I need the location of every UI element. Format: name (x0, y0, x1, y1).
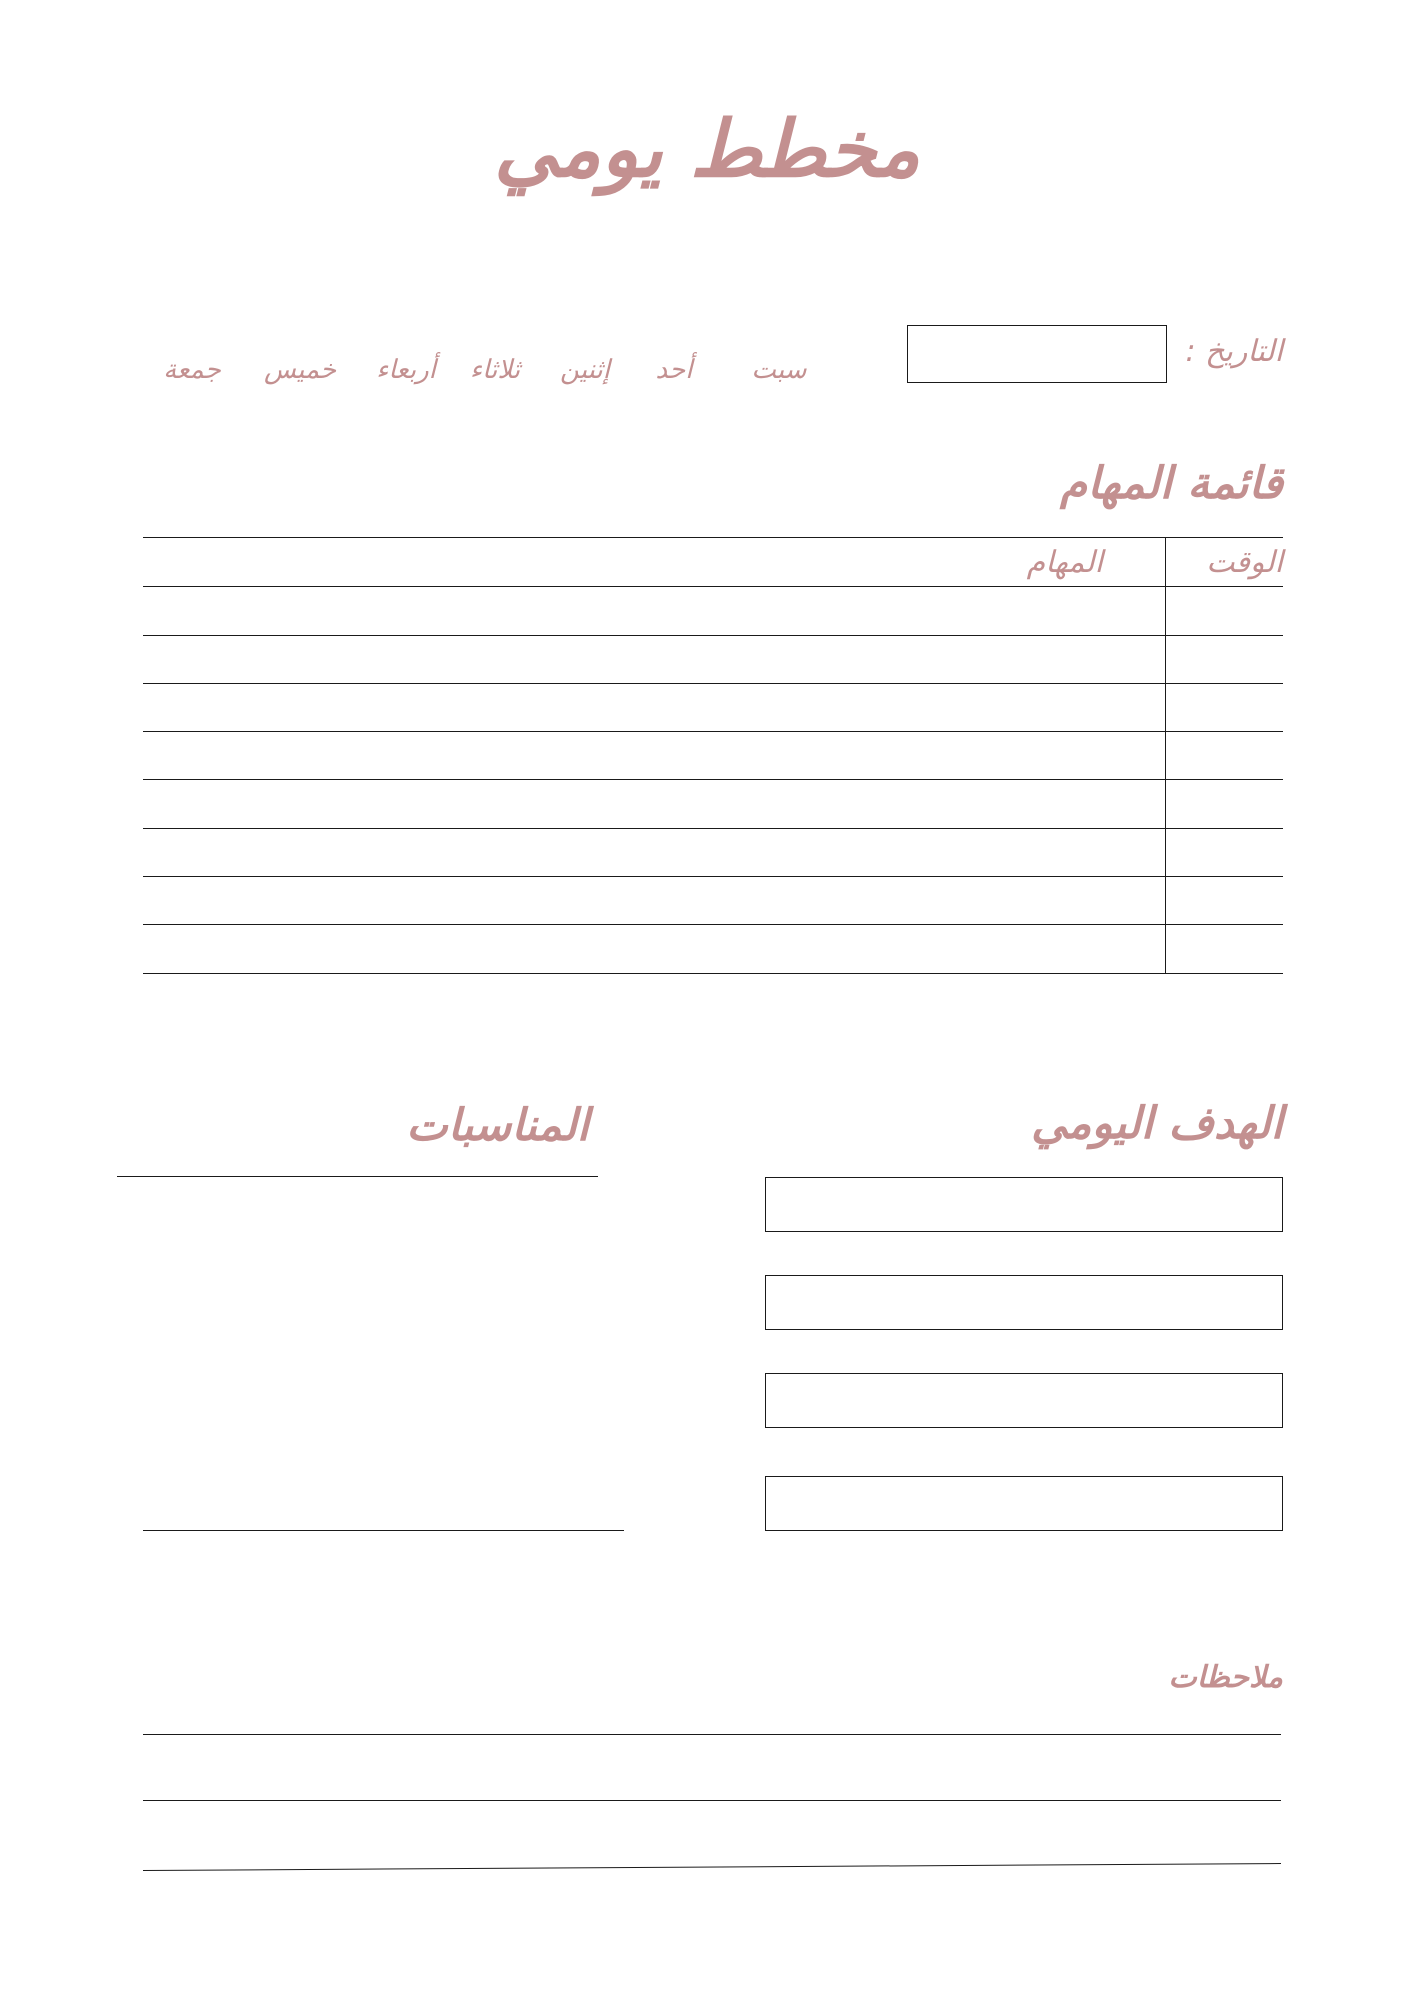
tasks-heading: قائمة المهام (1059, 458, 1283, 509)
table-row[interactable] (143, 635, 1283, 636)
daily-goal-heading: الهدف اليومي (1031, 1098, 1283, 1149)
table-row[interactable] (143, 973, 1283, 974)
day-friday[interactable]: جمعة (163, 355, 221, 385)
goal-field-2[interactable] (765, 1275, 1283, 1330)
table-row[interactable] (143, 828, 1283, 829)
occasions-top-rule (117, 1176, 598, 1177)
table-rule (143, 537, 1283, 538)
table-row[interactable] (143, 731, 1283, 732)
notes-line[interactable] (143, 1734, 1281, 1735)
goal-field-1[interactable] (765, 1177, 1283, 1232)
day-thursday[interactable]: خميس (263, 355, 337, 385)
table-row[interactable] (143, 876, 1283, 877)
day-wednesday[interactable]: أربعاء (376, 355, 436, 385)
occasions-bottom-rule[interactable] (143, 1530, 624, 1531)
notes-line[interactable] (143, 1863, 1281, 1871)
goal-field-4[interactable] (765, 1476, 1283, 1531)
table-row[interactable] (143, 924, 1283, 925)
table-row[interactable] (143, 779, 1283, 780)
page-title: مخطط يومي (493, 105, 921, 195)
day-sunday[interactable]: أحد (655, 355, 693, 385)
day-monday[interactable]: إثنين (560, 355, 610, 385)
table-column-divider (1165, 537, 1166, 973)
date-label: التاريخ : (1185, 334, 1283, 369)
notes-heading: ملاحظات (1168, 1660, 1283, 1695)
notes-line[interactable] (143, 1800, 1281, 1801)
date-field[interactable] (907, 325, 1167, 383)
occasions-heading: المناسبات (406, 1100, 589, 1151)
column-header-time: الوقت (1206, 545, 1283, 580)
day-saturday[interactable]: سبت (751, 355, 807, 385)
table-row[interactable] (143, 683, 1283, 684)
goal-field-3[interactable] (765, 1373, 1283, 1428)
column-header-tasks: المهام (1026, 545, 1103, 580)
day-tuesday[interactable]: ثلاثاء (469, 355, 521, 385)
table-rule (143, 586, 1283, 587)
